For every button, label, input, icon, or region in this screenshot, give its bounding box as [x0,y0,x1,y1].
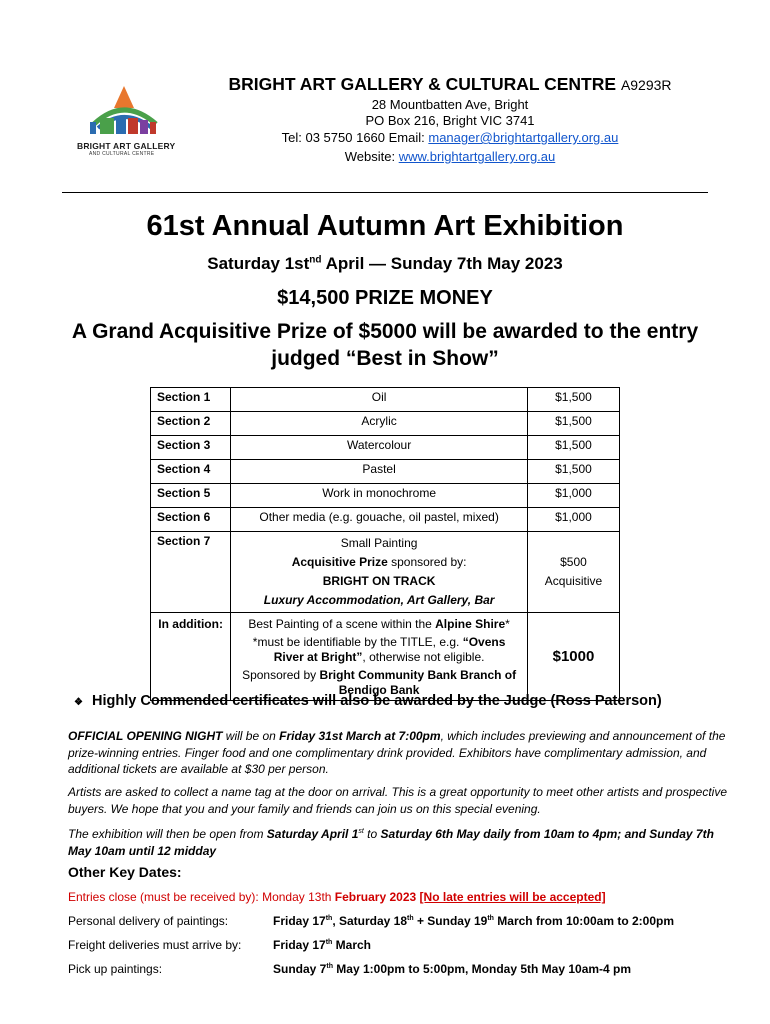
opening-text-1: will be on [222,729,280,743]
website-label: Website: [344,149,399,164]
rule-bold: “Ovens River at Bright” [273,635,506,664]
medium-cell: Watercolour [231,436,528,460]
section-cell: Section 1 [151,388,231,412]
section-cell: Section 6 [151,508,231,532]
other-key-dates-heading: Other Key Dates: [68,864,182,880]
open-hours-sup: st [358,828,364,835]
opening-night-paragraph [68,728,728,778]
email-link[interactable]: manager@brightartgallery.org.au [428,130,619,145]
sponsor-tagline: Luxury Accommodation, Art Gallery, Bar [263,593,495,607]
fr-a: Friday 17 [273,938,326,952]
title-rule-line [237,635,521,665]
acquisitive-prize-label: Acquisitive Prize [291,555,388,569]
pd-c: + Sunday 19 [413,914,488,928]
dates-sup: nd [309,254,322,266]
medium-cell [231,532,528,613]
section-cell: Section 3 [151,436,231,460]
freight-value [273,938,371,952]
amount-cell [527,532,619,613]
open-hours-end: Saturday 6th May daily from 10am to 4pm; and Sunday 7th May 10am until 12 midday [68,827,714,858]
entries-close-month: February 2023 [334,890,417,904]
highly-commended-text: Highly Commended certificates will also be awarded by the Judge (Ross Paterson) [92,693,662,709]
bank-bold: Bright Community Bank Branch of Bendigo Bank [319,668,517,697]
logo-subtext: AND CULTURAL CENTRE [89,151,155,157]
table-row-section-7 [151,532,620,613]
rule-post: , otherwise not eligible. [362,650,485,664]
exhibition-dates [0,254,770,274]
alpine-shire-line [237,617,521,632]
pu-sup: th [326,963,333,970]
name-tag-paragraph: Artists are asked to collect a name tag at the door on arrival. This is a great opportunity to meet other artists and prospective buyers. We hope that you and your family and friends can join us on this special evening. [68,785,727,816]
medium-cell: Oil [231,388,528,412]
table-row [151,484,620,508]
section-cell: Section 7 [151,532,231,613]
sections-table [150,387,620,701]
amount-note: Acquisitive [544,574,603,588]
opening-text-2: , which includes previewing and announcement of the prize-winning entries. Finger food and one complimentary drink provided. Exhibitors have complimentary admission, and additional tickets are available at $30 per person. [68,729,726,776]
amount-value: $500 [560,555,587,569]
pu-a: Sunday 7 [273,962,327,976]
sponsored-by-label: sponsored by: [387,555,467,569]
entries-close-line [68,890,606,904]
table-row [151,460,620,484]
highly-commended-note [74,693,662,709]
table-row [151,412,620,436]
section-cell: In addition: [151,613,231,701]
opening-date: Friday 31st March at 7:00pm [279,729,441,743]
medium-cell: Work in monochrome [231,484,528,508]
pd-d: March from 10:00am to 2:00pm [493,914,674,928]
amount-cell: $1000 [527,613,619,701]
section-cell: Section 4 [151,460,231,484]
pu-b: May 1:00pm to 5:00pm, Monday 5th May 10am-4 pm [332,962,632,976]
sponsor-name: BRIGHT ON TRACK [322,574,436,588]
diamond-bullet-icon: ❖ [74,697,83,708]
amount-cell: $1,000 [527,508,619,532]
pd-sup-2: th [407,915,414,922]
table-row [151,508,620,532]
alpine-post: * [505,617,510,631]
org-name: BRIGHT ART GALLERY & CULTURAL CENTRE [228,74,617,94]
contact-line [190,130,710,145]
personal-delivery-value [273,914,674,928]
prize-money-heading: $14,500 PRIZE MONEY [277,287,493,309]
open-hours-start: Saturday April 1 [266,827,359,841]
org-code: A9293R [620,77,672,93]
amount-cell: $1,000 [527,484,619,508]
fr-sup: th [325,939,333,946]
bank-pre: Sponsored by [242,668,320,682]
pd-sup-3: th [487,915,494,922]
entries-close-label: Entries close (must be received by): Monday 13th [68,890,335,904]
rule-pre: *must be identifiable by the TITLE, e.g. [252,635,463,649]
logo-text: BRIGHT ART GALLERY [77,141,176,151]
amount-cell: $1,500 [527,436,619,460]
org-title [190,74,710,95]
open-hours-paragraph [68,824,728,859]
table-row-in-addition [151,613,620,701]
fr-b: March [332,938,371,952]
section-cell: Section 2 [151,412,231,436]
medium-cell: Pastel [231,460,528,484]
address-line-2: PO Box 216, Bright VIC 3741 [365,113,535,128]
no-late-entries-note: [No late entries will be accepted] [419,890,606,904]
amount-cell: $1,500 [527,460,619,484]
pd-b: , Saturday 18 [332,914,408,928]
small-painting-label: Small Painting [340,536,418,550]
amount-cell: $1,500 [527,388,619,412]
dates-start: Saturday 1st [207,254,310,273]
open-hours-text-2: to [363,827,381,841]
table-row [151,388,620,412]
page-title: 61st Annual Autumn Art Exhibition [146,210,624,242]
pd-sup-1: th [325,915,333,922]
grand-prize-heading: A Grand Acquisitive Prize of $5000 will be awarded to the entry judged “Best in Show” [71,320,699,370]
dates-end: April — Sunday 7th May 2023 [321,254,563,273]
tel-email-label: Tel: 03 5750 1660 Email: [281,130,429,145]
medium-cell: Acrylic [231,412,528,436]
medium-cell: Other media (e.g. gouache, oil pastel, mixed) [231,508,528,532]
table-row [151,436,620,460]
medium-cell [231,613,528,701]
section-cell: Section 5 [151,484,231,508]
alpine-bold: Alpine Shire [435,617,506,631]
website-line [190,149,710,164]
alpine-pre: Best Painting of a scene within the [248,617,436,631]
address-line-1: 28 Mountbatten Ave, Bright [371,97,529,112]
website-link[interactable]: www.brightartgallery.org.au [398,149,556,164]
personal-delivery-label: Personal delivery of paintings: [68,914,229,928]
acquisitive-line [237,553,521,572]
pickup-value [273,962,631,976]
open-hours-text-1: The exhibition will then be open from [68,827,267,841]
opening-night-label: OFFICIAL OPENING NIGHT [68,729,223,743]
amount-cell: $1,500 [527,412,619,436]
sections-table-body [151,388,620,701]
pickup-label: Pick up paintings: [68,962,163,976]
freight-label: Freight deliveries must arrive by: [68,938,242,952]
header-divider [62,192,708,193]
pd-a: Friday 17 [273,914,326,928]
